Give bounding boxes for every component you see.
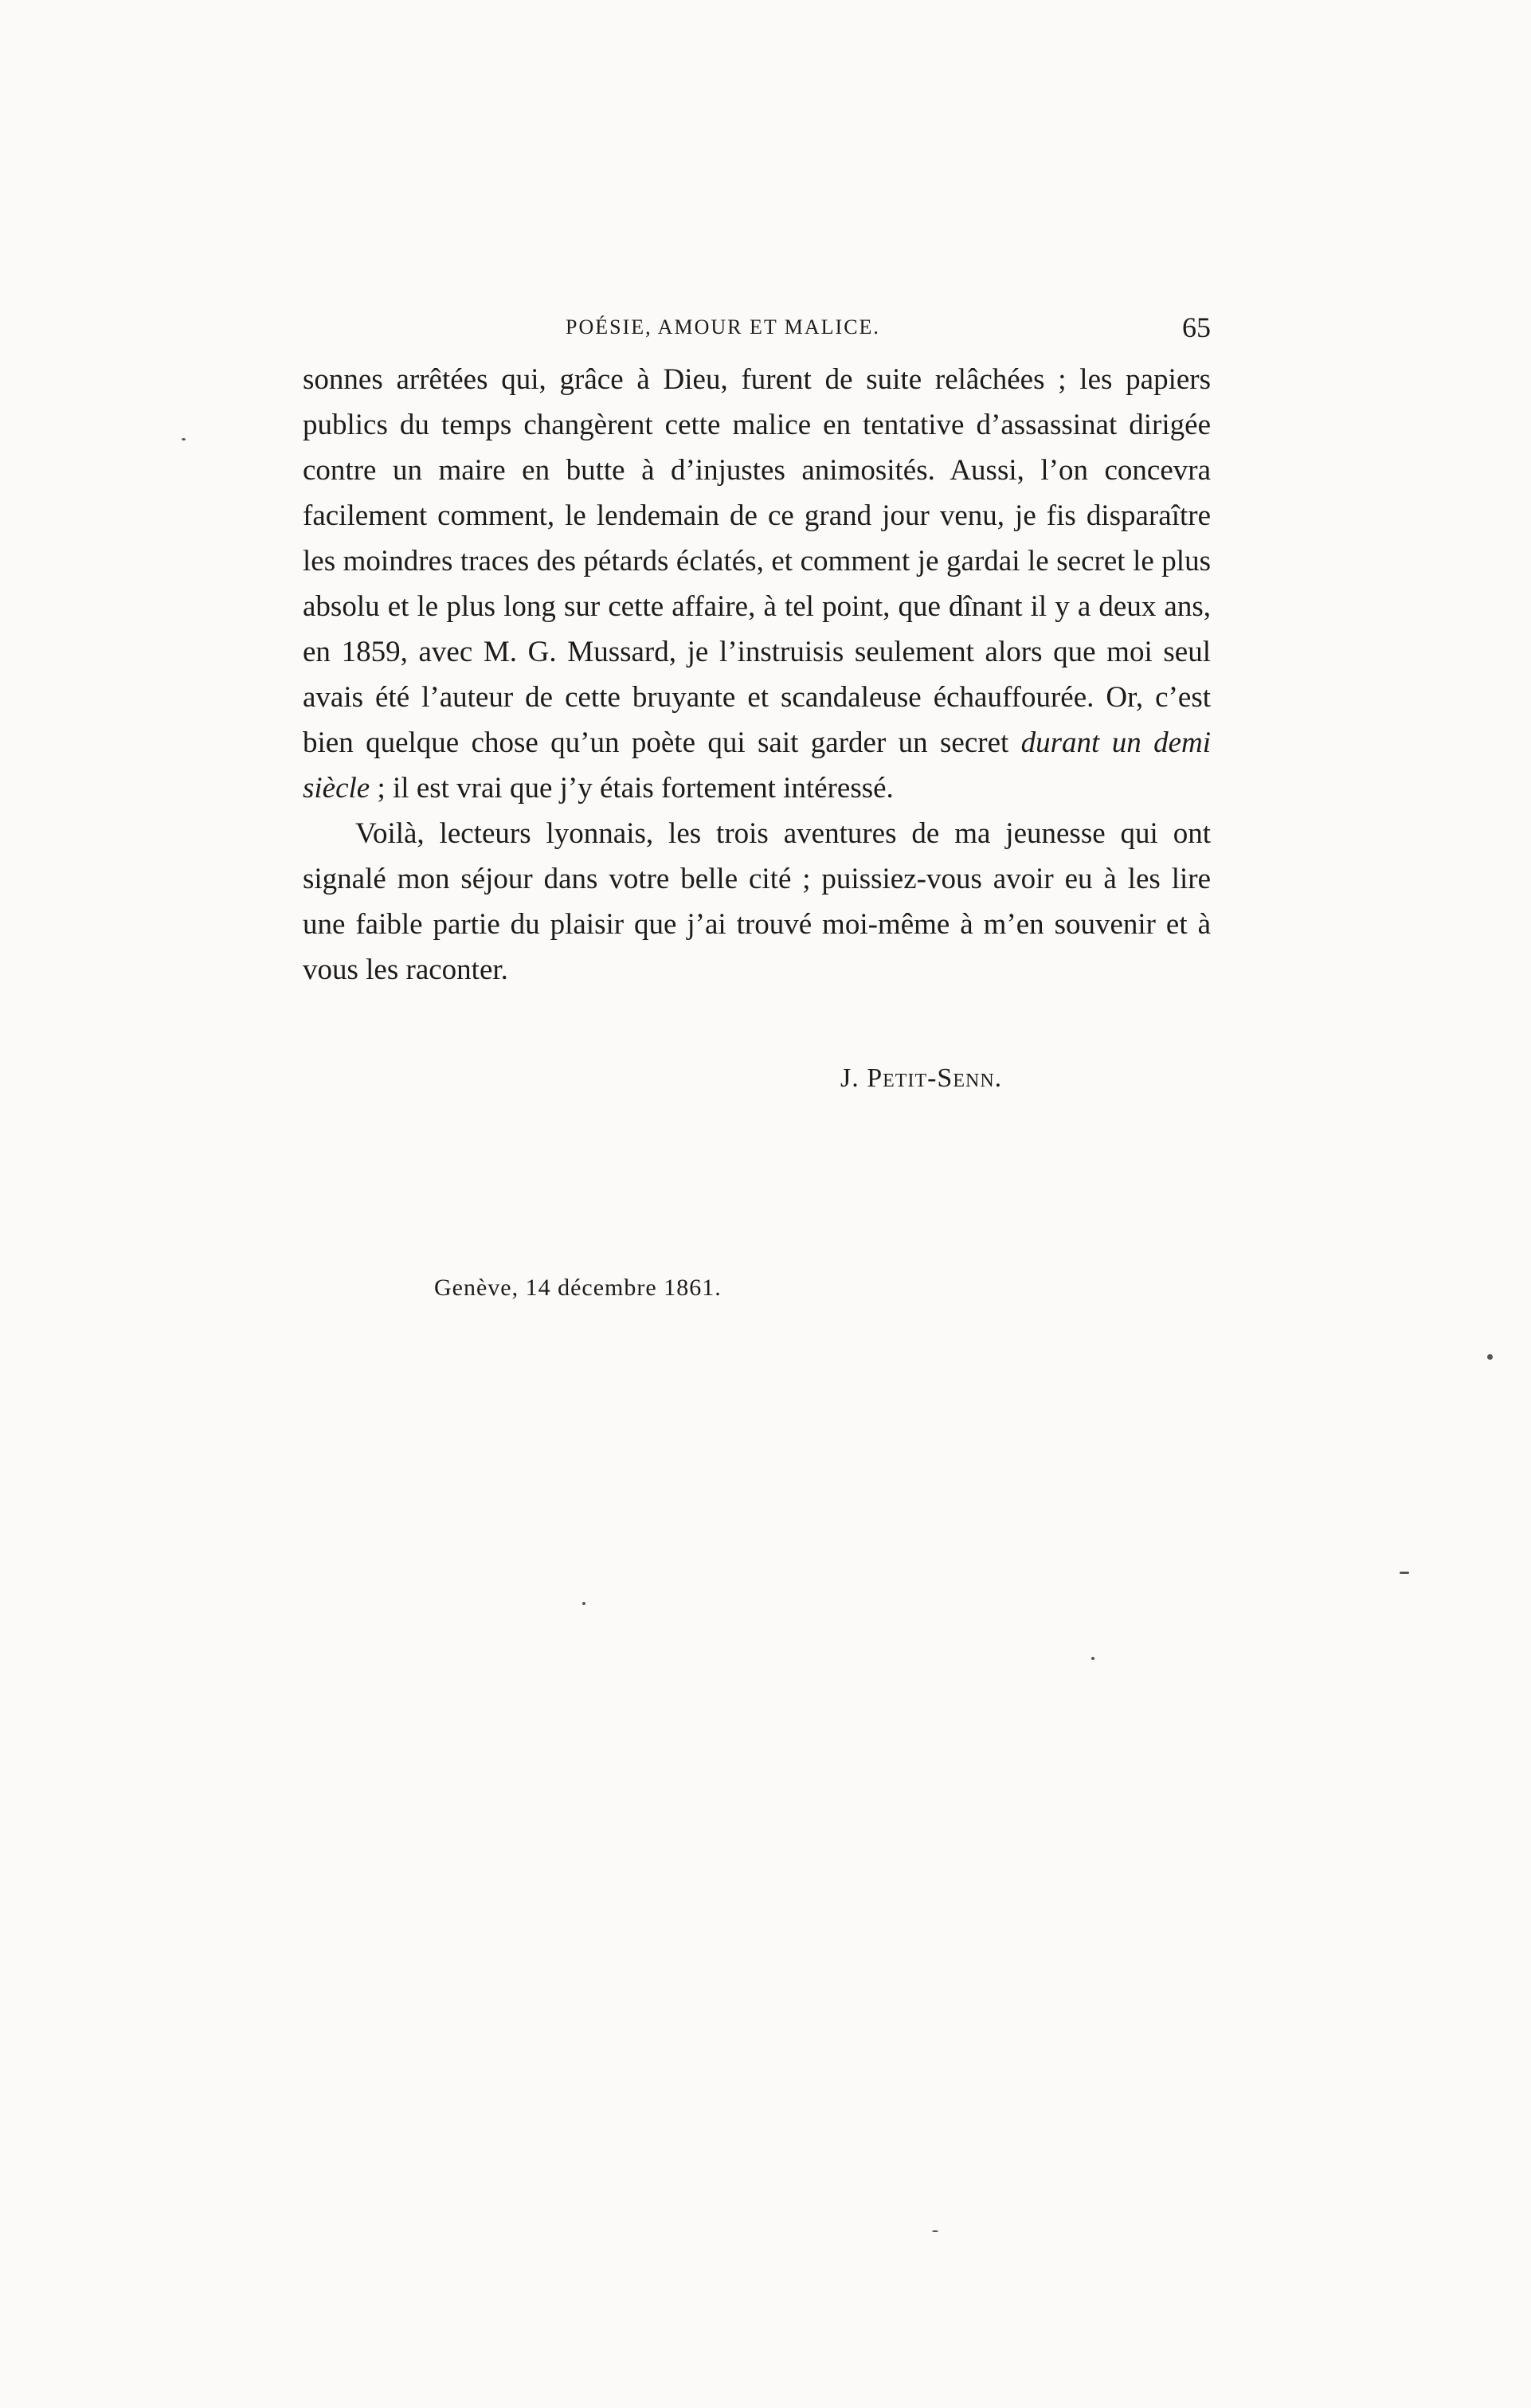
page-number: 65 [1182,311,1211,343]
paragraph-1-italic: durant un demi siècle [303,726,1211,805]
running-title: POÉSIE, AMOUR ET MALICE. [566,315,880,339]
scan-speck [1400,1572,1409,1574]
dateline: Genève, 14 décembre 1861. [434,1274,722,1301]
paragraph-1-text-end: ; il est vrai que j’y étais fortement intéressé. [370,772,894,805]
paragraph-1-text: sonnes arrêtées qui, grâce à Dieu, furent de suite relâchées ; les papiers publics du temps changèrent cette malice en tentative d’assassinat dirigée contre un maire en butte à d’injustes animosités. Aussi, l’on concevra facilement comment, le lendemain de ce grand jour venu, je fis disparaître les moindres traces des pétards éclatés, et comment je gardai le secret le plus absolu et le plus long sur cette affaire, à tel point, que dînant il y a deux ans, en 1859, avec M. G. Mussard, je l’instruisis seulement alors que moi seul avais été l’auteur de cette bruyante et scandaleuse échauffourée. Or, c’est bien quelque chose qu’un poète qui sait garder un secret [303,363,1211,759]
scan-speck [1091,1657,1094,1660]
scan-speck [182,438,186,440]
scan-speck [932,2230,938,2232]
scan-speck [582,1602,585,1605]
running-head [303,311,1211,347]
scan-speck [1487,1354,1493,1360]
signature: J. Petit-Senn. [840,1063,1003,1093]
paragraph-1 [303,357,1211,811]
body-text [303,357,1211,993]
paragraph-2: Voilà, lecteurs lyonnais, les trois aventures de ma jeunesse qui ont signalé mon séjour dans votre belle cité ; puissiez-vous avoir eu à les lire une faible partie du plaisir que j’ai trouvé moi-même à m’en souvenir et à vous les raconter. [303,817,1211,986]
